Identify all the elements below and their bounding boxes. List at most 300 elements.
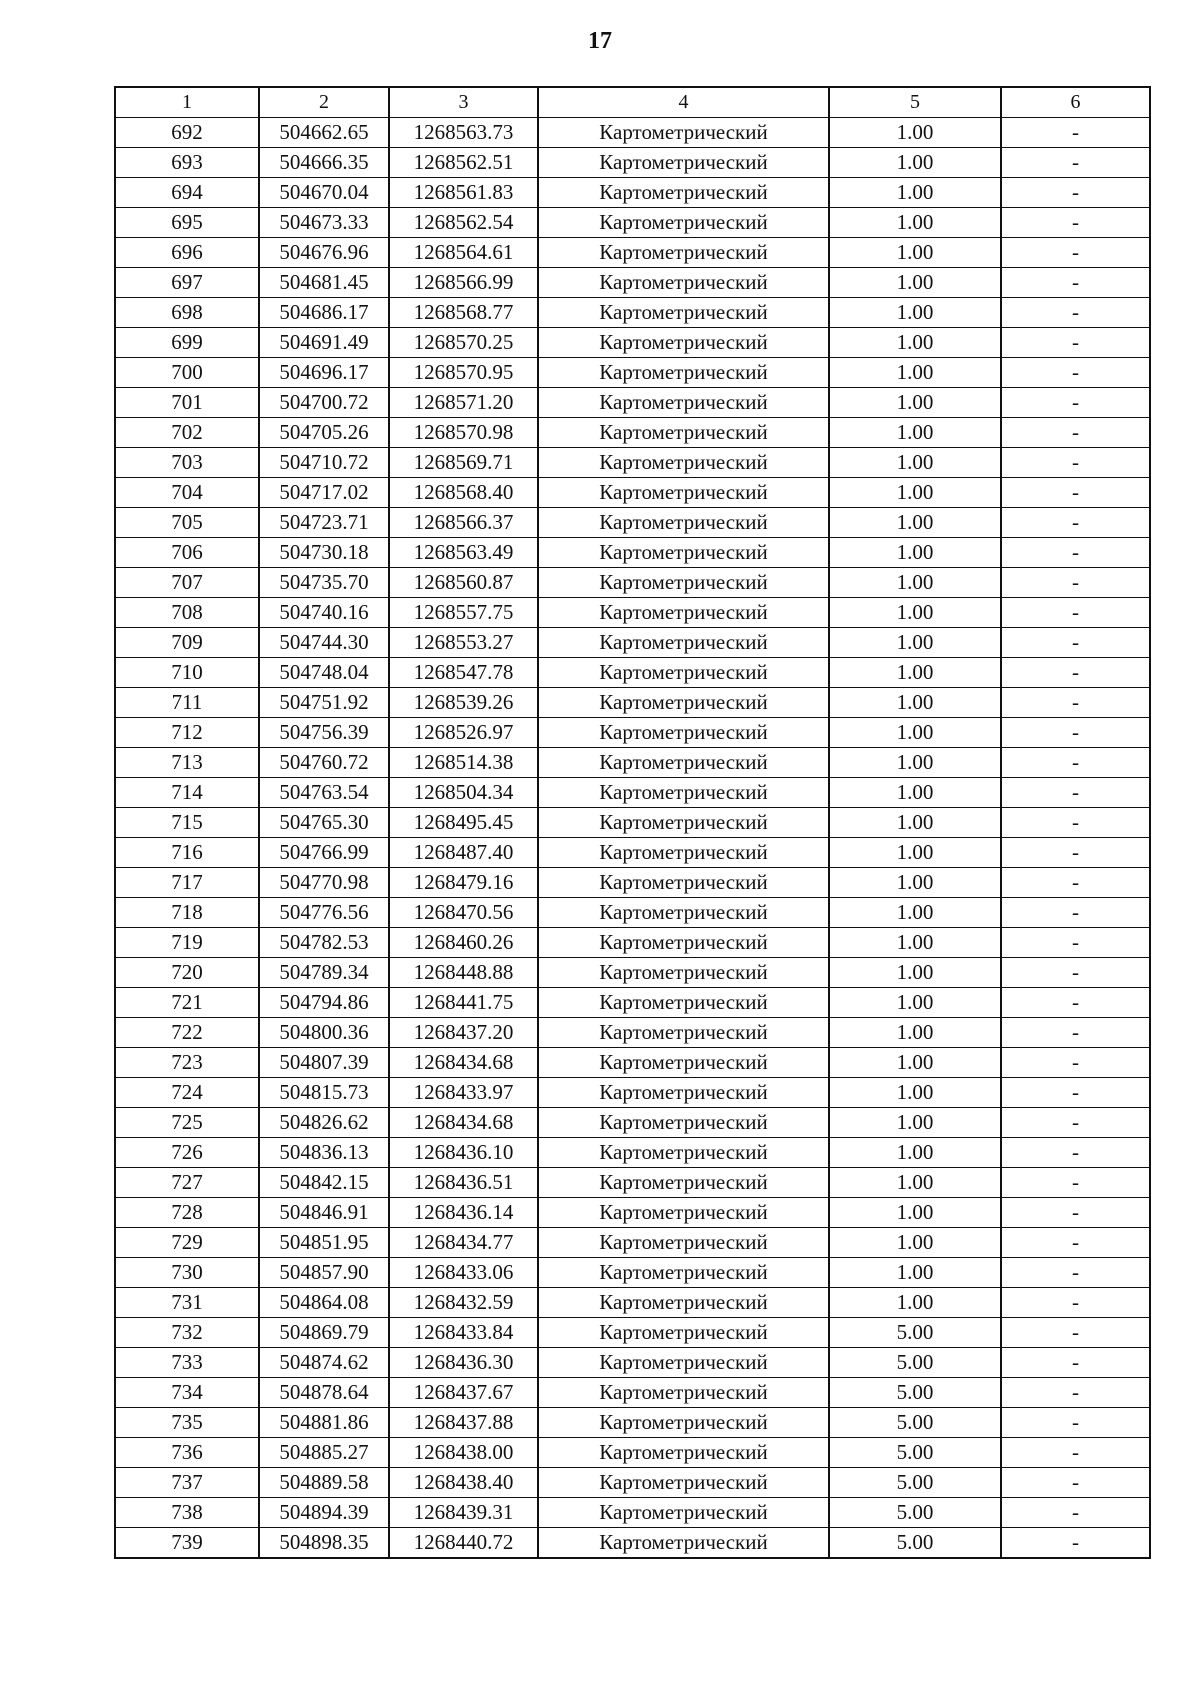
description-cell: - bbox=[1001, 928, 1150, 958]
y-coordinate-cell: 1268437.88 bbox=[389, 1408, 538, 1438]
method-cell: Картометрический bbox=[538, 898, 829, 928]
column-header: 1 bbox=[115, 87, 259, 118]
method-cell: Картометрический bbox=[538, 1258, 829, 1288]
accuracy-cell: 1.00 bbox=[829, 1198, 1001, 1228]
description-cell: - bbox=[1001, 1258, 1150, 1288]
table-row bbox=[115, 1018, 1150, 1048]
y-coordinate-cell: 1268433.06 bbox=[389, 1258, 538, 1288]
accuracy-cell: 5.00 bbox=[829, 1528, 1001, 1559]
method-cell: Картометрический bbox=[538, 1138, 829, 1168]
description-cell: - bbox=[1001, 448, 1150, 478]
description-cell: - bbox=[1001, 598, 1150, 628]
accuracy-cell: 1.00 bbox=[829, 928, 1001, 958]
accuracy-cell: 1.00 bbox=[829, 118, 1001, 148]
method-cell: Картометрический bbox=[538, 598, 829, 628]
y-coordinate-cell: 1268568.77 bbox=[389, 298, 538, 328]
point-number-cell: 708 bbox=[115, 598, 259, 628]
x-coordinate-cell: 504857.90 bbox=[259, 1258, 389, 1288]
table-row bbox=[115, 718, 1150, 748]
point-number-cell: 705 bbox=[115, 508, 259, 538]
accuracy-cell: 1.00 bbox=[829, 688, 1001, 718]
coordinates-table bbox=[114, 86, 1151, 1559]
x-coordinate-cell: 504666.35 bbox=[259, 148, 389, 178]
point-number-cell: 725 bbox=[115, 1108, 259, 1138]
table-row bbox=[115, 1498, 1150, 1528]
point-number-cell: 711 bbox=[115, 688, 259, 718]
y-coordinate-cell: 1268562.54 bbox=[389, 208, 538, 238]
x-coordinate-cell: 504898.35 bbox=[259, 1528, 389, 1559]
description-cell: - bbox=[1001, 328, 1150, 358]
accuracy-cell: 1.00 bbox=[829, 748, 1001, 778]
point-number-cell: 694 bbox=[115, 178, 259, 208]
point-number-cell: 739 bbox=[115, 1528, 259, 1559]
method-cell: Картометрический bbox=[538, 508, 829, 538]
accuracy-cell: 1.00 bbox=[829, 1258, 1001, 1288]
y-coordinate-cell: 1268562.51 bbox=[389, 148, 538, 178]
description-cell: - bbox=[1001, 868, 1150, 898]
point-number-cell: 729 bbox=[115, 1228, 259, 1258]
description-cell: - bbox=[1001, 358, 1150, 388]
accuracy-cell: 1.00 bbox=[829, 328, 1001, 358]
table-row bbox=[115, 868, 1150, 898]
point-number-cell: 720 bbox=[115, 958, 259, 988]
method-cell: Картометрический bbox=[538, 178, 829, 208]
accuracy-cell: 1.00 bbox=[829, 148, 1001, 178]
description-cell: - bbox=[1001, 1078, 1150, 1108]
point-number-cell: 714 bbox=[115, 778, 259, 808]
description-cell: - bbox=[1001, 1228, 1150, 1258]
point-number-cell: 715 bbox=[115, 808, 259, 838]
x-coordinate-cell: 504748.04 bbox=[259, 658, 389, 688]
table-row bbox=[115, 1288, 1150, 1318]
method-cell: Картометрический bbox=[538, 1348, 829, 1378]
accuracy-cell: 5.00 bbox=[829, 1378, 1001, 1408]
point-number-cell: 726 bbox=[115, 1138, 259, 1168]
x-coordinate-cell: 504782.53 bbox=[259, 928, 389, 958]
table-row bbox=[115, 748, 1150, 778]
method-cell: Картометрический bbox=[538, 448, 829, 478]
table-row bbox=[115, 838, 1150, 868]
column-header: 4 bbox=[538, 87, 829, 118]
table-row bbox=[115, 1348, 1150, 1378]
y-coordinate-cell: 1268460.26 bbox=[389, 928, 538, 958]
point-number-cell: 722 bbox=[115, 1018, 259, 1048]
description-cell: - bbox=[1001, 1378, 1150, 1408]
y-coordinate-cell: 1268487.40 bbox=[389, 838, 538, 868]
point-number-cell: 710 bbox=[115, 658, 259, 688]
point-number-cell: 730 bbox=[115, 1258, 259, 1288]
description-cell: - bbox=[1001, 958, 1150, 988]
accuracy-cell: 5.00 bbox=[829, 1348, 1001, 1378]
y-coordinate-cell: 1268436.10 bbox=[389, 1138, 538, 1168]
table-row bbox=[115, 928, 1150, 958]
method-cell: Картометрический bbox=[538, 628, 829, 658]
description-cell: - bbox=[1001, 898, 1150, 928]
table-row bbox=[115, 958, 1150, 988]
x-coordinate-cell: 504851.95 bbox=[259, 1228, 389, 1258]
method-cell: Картометрический bbox=[538, 1078, 829, 1108]
point-number-cell: 735 bbox=[115, 1408, 259, 1438]
description-cell: - bbox=[1001, 628, 1150, 658]
method-cell: Картометрический bbox=[538, 118, 829, 148]
table-row bbox=[115, 478, 1150, 508]
point-number-cell: 734 bbox=[115, 1378, 259, 1408]
description-cell: - bbox=[1001, 208, 1150, 238]
x-coordinate-cell: 504735.70 bbox=[259, 568, 389, 598]
y-coordinate-cell: 1268560.87 bbox=[389, 568, 538, 598]
point-number-cell: 702 bbox=[115, 418, 259, 448]
method-cell: Картометрический bbox=[538, 658, 829, 688]
accuracy-cell: 1.00 bbox=[829, 1108, 1001, 1138]
table-row bbox=[115, 118, 1150, 148]
y-coordinate-cell: 1268504.34 bbox=[389, 778, 538, 808]
point-number-cell: 718 bbox=[115, 898, 259, 928]
point-number-cell: 707 bbox=[115, 568, 259, 598]
method-cell: Картометрический bbox=[538, 868, 829, 898]
x-coordinate-cell: 504846.91 bbox=[259, 1198, 389, 1228]
method-cell: Картометрический bbox=[538, 1378, 829, 1408]
table-row bbox=[115, 1438, 1150, 1468]
x-coordinate-cell: 504730.18 bbox=[259, 538, 389, 568]
description-cell: - bbox=[1001, 388, 1150, 418]
x-coordinate-cell: 504763.54 bbox=[259, 778, 389, 808]
table-header-row bbox=[115, 87, 1150, 118]
y-coordinate-cell: 1268568.40 bbox=[389, 478, 538, 508]
method-cell: Картометрический bbox=[538, 808, 829, 838]
description-cell: - bbox=[1001, 1048, 1150, 1078]
x-coordinate-cell: 504662.65 bbox=[259, 118, 389, 148]
y-coordinate-cell: 1268436.30 bbox=[389, 1348, 538, 1378]
x-coordinate-cell: 504766.99 bbox=[259, 838, 389, 868]
y-coordinate-cell: 1268569.71 bbox=[389, 448, 538, 478]
y-coordinate-cell: 1268436.51 bbox=[389, 1168, 538, 1198]
table-row bbox=[115, 538, 1150, 568]
point-number-cell: 704 bbox=[115, 478, 259, 508]
method-cell: Картометрический bbox=[538, 1288, 829, 1318]
coordinates-table-body bbox=[115, 87, 1150, 1558]
x-coordinate-cell: 504765.30 bbox=[259, 808, 389, 838]
y-coordinate-cell: 1268570.25 bbox=[389, 328, 538, 358]
x-coordinate-cell: 504889.58 bbox=[259, 1468, 389, 1498]
accuracy-cell: 1.00 bbox=[829, 298, 1001, 328]
y-coordinate-cell: 1268547.78 bbox=[389, 658, 538, 688]
accuracy-cell: 1.00 bbox=[829, 1138, 1001, 1168]
description-cell: - bbox=[1001, 178, 1150, 208]
method-cell: Картометрический bbox=[538, 418, 829, 448]
accuracy-cell: 1.00 bbox=[829, 1288, 1001, 1318]
y-coordinate-cell: 1268438.00 bbox=[389, 1438, 538, 1468]
point-number-cell: 728 bbox=[115, 1198, 259, 1228]
method-cell: Картометрический bbox=[538, 1498, 829, 1528]
table-row bbox=[115, 1378, 1150, 1408]
table-row bbox=[115, 418, 1150, 448]
x-coordinate-cell: 504869.79 bbox=[259, 1318, 389, 1348]
point-number-cell: 703 bbox=[115, 448, 259, 478]
accuracy-cell: 1.00 bbox=[829, 238, 1001, 268]
method-cell: Картометрический bbox=[538, 1018, 829, 1048]
accuracy-cell: 1.00 bbox=[829, 868, 1001, 898]
accuracy-cell: 1.00 bbox=[829, 898, 1001, 928]
x-coordinate-cell: 504710.72 bbox=[259, 448, 389, 478]
table-row bbox=[115, 358, 1150, 388]
y-coordinate-cell: 1268434.68 bbox=[389, 1108, 538, 1138]
x-coordinate-cell: 504723.71 bbox=[259, 508, 389, 538]
point-number-cell: 709 bbox=[115, 628, 259, 658]
accuracy-cell: 5.00 bbox=[829, 1498, 1001, 1528]
accuracy-cell: 1.00 bbox=[829, 628, 1001, 658]
y-coordinate-cell: 1268553.27 bbox=[389, 628, 538, 658]
table-row bbox=[115, 1108, 1150, 1138]
description-cell: - bbox=[1001, 298, 1150, 328]
y-coordinate-cell: 1268440.72 bbox=[389, 1528, 538, 1559]
table-row bbox=[115, 1048, 1150, 1078]
x-coordinate-cell: 504794.86 bbox=[259, 988, 389, 1018]
method-cell: Картометрический bbox=[538, 688, 829, 718]
accuracy-cell: 1.00 bbox=[829, 778, 1001, 808]
description-cell: - bbox=[1001, 238, 1150, 268]
table-row bbox=[115, 298, 1150, 328]
y-coordinate-cell: 1268433.97 bbox=[389, 1078, 538, 1108]
description-cell: - bbox=[1001, 478, 1150, 508]
x-coordinate-cell: 504842.15 bbox=[259, 1168, 389, 1198]
y-coordinate-cell: 1268470.56 bbox=[389, 898, 538, 928]
x-coordinate-cell: 504878.64 bbox=[259, 1378, 389, 1408]
point-number-cell: 696 bbox=[115, 238, 259, 268]
y-coordinate-cell: 1268434.68 bbox=[389, 1048, 538, 1078]
table-row bbox=[115, 508, 1150, 538]
description-cell: - bbox=[1001, 718, 1150, 748]
description-cell: - bbox=[1001, 268, 1150, 298]
x-coordinate-cell: 504770.98 bbox=[259, 868, 389, 898]
table-row bbox=[115, 328, 1150, 358]
point-number-cell: 693 bbox=[115, 148, 259, 178]
method-cell: Картометрический bbox=[538, 238, 829, 268]
method-cell: Картометрический bbox=[538, 958, 829, 988]
description-cell: - bbox=[1001, 658, 1150, 688]
x-coordinate-cell: 504744.30 bbox=[259, 628, 389, 658]
y-coordinate-cell: 1268437.67 bbox=[389, 1378, 538, 1408]
table-row bbox=[115, 388, 1150, 418]
method-cell: Картометрический bbox=[538, 1048, 829, 1078]
x-coordinate-cell: 504740.16 bbox=[259, 598, 389, 628]
description-cell: - bbox=[1001, 508, 1150, 538]
column-header: 5 bbox=[829, 87, 1001, 118]
point-number-cell: 724 bbox=[115, 1078, 259, 1108]
method-cell: Картометрический bbox=[538, 148, 829, 178]
description-cell: - bbox=[1001, 1168, 1150, 1198]
y-coordinate-cell: 1268539.26 bbox=[389, 688, 538, 718]
y-coordinate-cell: 1268563.49 bbox=[389, 538, 538, 568]
accuracy-cell: 5.00 bbox=[829, 1408, 1001, 1438]
description-cell: - bbox=[1001, 1408, 1150, 1438]
point-number-cell: 698 bbox=[115, 298, 259, 328]
column-header: 2 bbox=[259, 87, 389, 118]
x-coordinate-cell: 504751.92 bbox=[259, 688, 389, 718]
x-coordinate-cell: 504815.73 bbox=[259, 1078, 389, 1108]
accuracy-cell: 1.00 bbox=[829, 418, 1001, 448]
point-number-cell: 737 bbox=[115, 1468, 259, 1498]
description-cell: - bbox=[1001, 1138, 1150, 1168]
x-coordinate-cell: 504681.45 bbox=[259, 268, 389, 298]
table-row bbox=[115, 208, 1150, 238]
method-cell: Картометрический bbox=[538, 298, 829, 328]
method-cell: Картометрический bbox=[538, 1318, 829, 1348]
table-row bbox=[115, 688, 1150, 718]
point-number-cell: 738 bbox=[115, 1498, 259, 1528]
accuracy-cell: 1.00 bbox=[829, 808, 1001, 838]
x-coordinate-cell: 504673.33 bbox=[259, 208, 389, 238]
y-coordinate-cell: 1268479.16 bbox=[389, 868, 538, 898]
description-cell: - bbox=[1001, 688, 1150, 718]
table-row bbox=[115, 778, 1150, 808]
table-row bbox=[115, 1528, 1150, 1559]
accuracy-cell: 1.00 bbox=[829, 958, 1001, 988]
description-cell: - bbox=[1001, 538, 1150, 568]
point-number-cell: 716 bbox=[115, 838, 259, 868]
point-number-cell: 721 bbox=[115, 988, 259, 1018]
x-coordinate-cell: 504885.27 bbox=[259, 1438, 389, 1468]
table-row bbox=[115, 808, 1150, 838]
accuracy-cell: 1.00 bbox=[829, 478, 1001, 508]
description-cell: - bbox=[1001, 748, 1150, 778]
x-coordinate-cell: 504881.86 bbox=[259, 1408, 389, 1438]
table-row bbox=[115, 1168, 1150, 1198]
x-coordinate-cell: 504807.39 bbox=[259, 1048, 389, 1078]
point-number-cell: 719 bbox=[115, 928, 259, 958]
y-coordinate-cell: 1268439.31 bbox=[389, 1498, 538, 1528]
method-cell: Картометрический bbox=[538, 1198, 829, 1228]
point-number-cell: 731 bbox=[115, 1288, 259, 1318]
point-number-cell: 692 bbox=[115, 118, 259, 148]
x-coordinate-cell: 504717.02 bbox=[259, 478, 389, 508]
accuracy-cell: 1.00 bbox=[829, 538, 1001, 568]
x-coordinate-cell: 504800.36 bbox=[259, 1018, 389, 1048]
y-coordinate-cell: 1268432.59 bbox=[389, 1288, 538, 1318]
method-cell: Картометрический bbox=[538, 568, 829, 598]
accuracy-cell: 1.00 bbox=[829, 598, 1001, 628]
accuracy-cell: 1.00 bbox=[829, 988, 1001, 1018]
y-coordinate-cell: 1268436.14 bbox=[389, 1198, 538, 1228]
accuracy-cell: 1.00 bbox=[829, 388, 1001, 418]
method-cell: Картометрический bbox=[538, 928, 829, 958]
y-coordinate-cell: 1268441.75 bbox=[389, 988, 538, 1018]
point-number-cell: 712 bbox=[115, 718, 259, 748]
method-cell: Картометрический bbox=[538, 838, 829, 868]
x-coordinate-cell: 504776.56 bbox=[259, 898, 389, 928]
y-coordinate-cell: 1268570.98 bbox=[389, 418, 538, 448]
table-row bbox=[115, 628, 1150, 658]
y-coordinate-cell: 1268564.61 bbox=[389, 238, 538, 268]
method-cell: Картометрический bbox=[538, 988, 829, 1018]
description-cell: - bbox=[1001, 988, 1150, 1018]
y-coordinate-cell: 1268526.97 bbox=[389, 718, 538, 748]
accuracy-cell: 5.00 bbox=[829, 1438, 1001, 1468]
point-number-cell: 732 bbox=[115, 1318, 259, 1348]
x-coordinate-cell: 504864.08 bbox=[259, 1288, 389, 1318]
x-coordinate-cell: 504686.17 bbox=[259, 298, 389, 328]
point-number-cell: 717 bbox=[115, 868, 259, 898]
table-row bbox=[115, 238, 1150, 268]
method-cell: Картометрический bbox=[538, 1168, 829, 1198]
accuracy-cell: 1.00 bbox=[829, 1078, 1001, 1108]
point-number-cell: 727 bbox=[115, 1168, 259, 1198]
description-cell: - bbox=[1001, 1318, 1150, 1348]
method-cell: Картометрический bbox=[538, 1438, 829, 1468]
page-number: 17 bbox=[588, 28, 612, 54]
accuracy-cell: 1.00 bbox=[829, 1048, 1001, 1078]
x-coordinate-cell: 504696.17 bbox=[259, 358, 389, 388]
accuracy-cell: 1.00 bbox=[829, 358, 1001, 388]
table-row bbox=[115, 1408, 1150, 1438]
accuracy-cell: 5.00 bbox=[829, 1318, 1001, 1348]
description-cell: - bbox=[1001, 1468, 1150, 1498]
x-coordinate-cell: 504826.62 bbox=[259, 1108, 389, 1138]
point-number-cell: 699 bbox=[115, 328, 259, 358]
x-coordinate-cell: 504691.49 bbox=[259, 328, 389, 358]
description-cell: - bbox=[1001, 1198, 1150, 1228]
table-row bbox=[115, 1468, 1150, 1498]
method-cell: Картометрический bbox=[538, 1408, 829, 1438]
table-row bbox=[115, 1198, 1150, 1228]
x-coordinate-cell: 504705.26 bbox=[259, 418, 389, 448]
y-coordinate-cell: 1268571.20 bbox=[389, 388, 538, 418]
x-coordinate-cell: 504874.62 bbox=[259, 1348, 389, 1378]
y-coordinate-cell: 1268495.45 bbox=[389, 808, 538, 838]
accuracy-cell: 1.00 bbox=[829, 178, 1001, 208]
description-cell: - bbox=[1001, 808, 1150, 838]
x-coordinate-cell: 504789.34 bbox=[259, 958, 389, 988]
accuracy-cell: 5.00 bbox=[829, 1468, 1001, 1498]
method-cell: Картометрический bbox=[538, 1228, 829, 1258]
table-row bbox=[115, 1138, 1150, 1168]
description-cell: - bbox=[1001, 418, 1150, 448]
accuracy-cell: 1.00 bbox=[829, 208, 1001, 238]
accuracy-cell: 1.00 bbox=[829, 568, 1001, 598]
y-coordinate-cell: 1268437.20 bbox=[389, 1018, 538, 1048]
method-cell: Картометрический bbox=[538, 388, 829, 418]
description-cell: - bbox=[1001, 1528, 1150, 1559]
point-number-cell: 701 bbox=[115, 388, 259, 418]
table-row bbox=[115, 148, 1150, 178]
x-coordinate-cell: 504894.39 bbox=[259, 1498, 389, 1528]
description-cell: - bbox=[1001, 118, 1150, 148]
description-cell: - bbox=[1001, 1498, 1150, 1528]
description-cell: - bbox=[1001, 148, 1150, 178]
method-cell: Картометрический bbox=[538, 268, 829, 298]
point-number-cell: 700 bbox=[115, 358, 259, 388]
y-coordinate-cell: 1268438.40 bbox=[389, 1468, 538, 1498]
accuracy-cell: 1.00 bbox=[829, 508, 1001, 538]
x-coordinate-cell: 504676.96 bbox=[259, 238, 389, 268]
column-header: 3 bbox=[389, 87, 538, 118]
x-coordinate-cell: 504836.13 bbox=[259, 1138, 389, 1168]
accuracy-cell: 1.00 bbox=[829, 1228, 1001, 1258]
method-cell: Картометрический bbox=[538, 1108, 829, 1138]
y-coordinate-cell: 1268448.88 bbox=[389, 958, 538, 988]
point-number-cell: 713 bbox=[115, 748, 259, 778]
table-row bbox=[115, 268, 1150, 298]
table-row bbox=[115, 898, 1150, 928]
point-number-cell: 736 bbox=[115, 1438, 259, 1468]
accuracy-cell: 1.00 bbox=[829, 838, 1001, 868]
x-coordinate-cell: 504670.04 bbox=[259, 178, 389, 208]
method-cell: Картометрический bbox=[538, 328, 829, 358]
method-cell: Картометрический bbox=[538, 538, 829, 568]
table-row bbox=[115, 178, 1150, 208]
method-cell: Картометрический bbox=[538, 748, 829, 778]
y-coordinate-cell: 1268570.95 bbox=[389, 358, 538, 388]
y-coordinate-cell: 1268563.73 bbox=[389, 118, 538, 148]
